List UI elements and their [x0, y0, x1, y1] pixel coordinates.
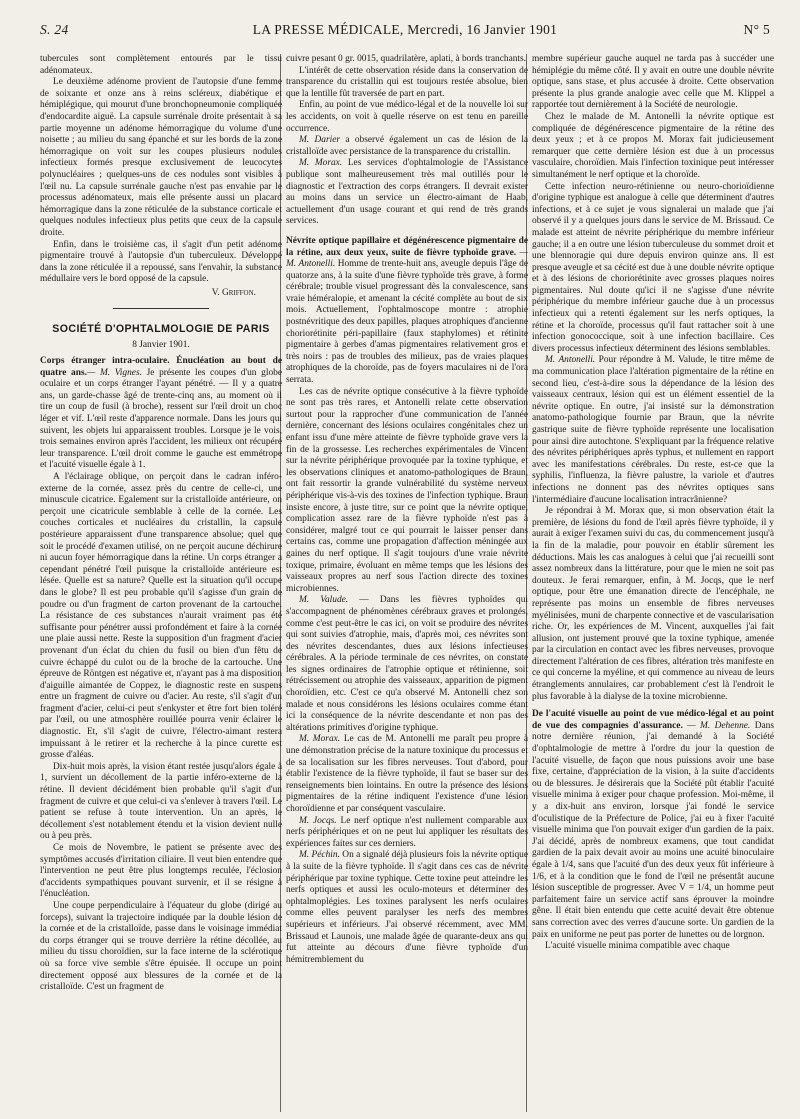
paragraph-text: Le cas de M. Antonelli me paraît peu propre à une démonstration précise de la nature toxinique du processus et de sa localisation sur les fibres nerveuses. Tout d'abord, pour établir l'existence de la fièvre typhoïde, il faut se baser sur des renseignements bien lointains. En outre la présence des lésions pigmentaires de la rétine indiquent l'existence d'une lésion choroïdienne et par conséquent vasculaire. — [286, 734, 528, 814]
paragraph: Chez le malade de M. Antonelli la névrite optique est compliquée de dégénérescence pigmentaire de la rétine des deux yeux ; et à ce propos M. Morax fait judicieusement remarquer que cette dernière lésion est due à un processus vasculaire, choroïdien. Mais l'infection toxinique peut intéresser simultanément le nerf optique et la choroïde. — [532, 111, 774, 180]
column-2 — [286, 54, 528, 1114]
paragraph-text: Les services d'ophtalmologie de l'Assistance publique sont malheureusement très mal outillés pour le diagnostic et l'extraction des corps étrangers. Il devrait exister au moins dans un service un électro-aimant de Haab, actuellement d'un usage courant et qui rend de très grands services. — [286, 158, 528, 227]
paragraph: L'acuité visuelle minima compatible avec chaque — [545, 941, 730, 952]
paragraph — [286, 595, 528, 734]
speaker: M. Morax. — [299, 734, 341, 745]
paragraph — [286, 135, 528, 158]
paragraph: Les cas de névrite optique consécutive à la fièvre typhoïde ne sont pas très rares, et Antonelli relate cette observation surtout pour la rapprocher d'une communication de l'année dernière, concernant des lésions oculaires congénitales chez un enfant issu d'une mère atteinte de fièvre typhoïde grave vers la fin de la grossesse. Les recherches expérimentales de Vincent sur la névrite périphérique provoquée par la toxine typhique, et les observations cliniques et anatomo-pathologiques de Braun, ont fait ressortir la grande vulnérabilité du système nerveux périphérique vis-à-vis des toxines de l'infection typhique. Braun insiste encore, à juste titre, sur ce point que la névrite optique, complication assez rare de la fièvre typhoïde n'est pas à considérer, malgré tout ce qui pourrait le laisser penser dans certains cas, comme une propagation d'affection méningée aux gaines du nerf optique. Il s'agit toujours d'une vraie névrite toxique, primaire, évoluant en même temps que les lésions des vaisseaux propres au nerf sous l'action directe des toxines microbiennes. — [286, 386, 528, 594]
speaker: M. Péchin. — [299, 850, 340, 861]
paragraph-text: Je présente les coupes d'un globe oculaire et un corps étranger l'ayant pénétré. — Il y a quatre ans, un garde-chasse âgé de trente-cinq ans, au moment où il tire un coup de fusil (à broche), ressent sur l'œil droit un choc léger et vif. L'œil reste d'apparence normale. Dans les jours qui suivent, les objets lui apparaissent troubles. Lorsque je le vois, trois semaines environ après l'accident, les milieux ont récupéré leur transparence. L'œil droit comme le gauche est emmétrope et l'acuité visuelle égale à 1. — [40, 367, 282, 471]
paragraph — [286, 158, 528, 228]
paragraph-text: — Dans les fièvres typhoïdes qui s'accompagnent de phénomènes cérébraux graves et prolongés, comme c'est peut-être le cas ici, on voit se produire des névrites qui sont suivies d'atrophie, mais, d'après moi, ces névrites sont des névrites descendantes, dues aux lésions infectieuses cérébrales. A la période terminale de ces névrites, on constate les signes ordinaires de l'atrophie optique et rétinienne, soit rétrécissement ou atrophie des vaisseaux, apparition de pigment choroïdien, etc. C'est ce qu'a observé M. Antonelli chez son malade et nous considérons les lésions oculaires comme étant ici la conséquence de la névrite descendante et non pas des altérations primitives d'origine typhique. — [286, 595, 528, 733]
paragraph: Cette infection neuro-rétinienne ou neuro-chorioïdienne d'origine typhique est analogue à celle que déterminent d'autres infections, et à ce sujet je vous signalerai un malade que j'ai observé il y a quelques jours dans le service de M. Brissaud. Ce malade est atteint de névrite périphérique du membre inférieur gauche; il a en outre une lésion tuberculeuse du sommet droit et une blennoragie qui dure depuis environ quinze ans. Il est presque aveugle et sa cécité est due à une double névrite optique et à des lésions de choriorétinite avec grosses plaques noires pigmentaires. Nul doute qu'ici il ne s'agisse d'une névrite périphérique du membre inférieur gauche due à un processus infectieux qui a retenti également sur les nerfs optiques, la rétine et la choroïde, processus qu'il faut rattacher soit à une infection gonococcique, soit à une infection bacillaire. Ces divers processus infectieux déterminent des lésions semblables. — [532, 181, 774, 354]
paragraph-text: Pour répondre à M. Valude, le titre même de ma communication place l'altération pigmentaire de la rétine en second lieu, c'est-à-dire sous la dépendance de la lésion des vaisseaux centraux, lésion qui est un élément essentiel de la névrite optique. En outre, j'ai insisté sur la démonstration anatomo-pathologique fournie par Braun, que la névrite gastrique suite de fièvre typhoïde représente une localisation pour ainsi dire autochtone. S'expliquant par la fréquence relative des névrites périphériques après typhus, et nullement en rapport avec les manifestations cérébrales. Du reste, est-ce que la syphilis, l'influenza, la fièvre palustre, la variole et d'autres infections ne donnent pas des névrites optiques sans l'intermédiaire d'aucune localisation intracrânienne? — [532, 355, 774, 505]
paragraph: Enfin, au point de vue médico-légal et de la nouvelle loi sur les accidents, on voit à quelle réserve on est tenu en pareille occurrence. — [286, 100, 528, 134]
separator — [113, 308, 209, 309]
paragraph: L'intérêt de cette observation réside dans la conservation de transparence du cristallin qui est toujours restée absolue, bien que la lentille fût traversée de part en part. — [286, 65, 528, 99]
heading-text: De l'acuité visuelle au point de vue médico-légal et au point de vue des compagnies d'assurance. — [532, 709, 774, 731]
article-heading — [286, 236, 528, 387]
speaker: — M. Antonelli. — [286, 247, 528, 270]
paragraph: tubercules sont complètement entourés par le tissu adénomateux. — [40, 54, 282, 76]
speaker: — M. Dehenne. — [682, 720, 751, 731]
column-3 — [532, 54, 774, 1114]
page-header — [40, 22, 770, 42]
speaker: M. Jocqs. — [299, 815, 337, 826]
paragraph: Je répondrai à M. Morax que, si mon observation était la première, de lésions du fond de l'œil après fièvre typhoïde, il y aurait à exiger l'examen suivi du cas, du commencement jusqu'à la fin de la maladie, pour pouvoir en établir sûrement les déductions. Mais les cas analogues à celui que j'ai recueilli sont assez nombreux dans la littérature, pour que le mien ne soit pas douteux. Je ferai remarquer, enfin, à M. Jocqs, que le nerf optique, pour être une émanation directe de l'encéphale, ne représente pas moins un ensemble de fibres nerveuses myélinisées, muni de charpente connective et de vascularisation riche. Or, les expériences de M. Vincent, auxquelles j'ai fait allusion, ont justement prouvé que la toxine typhique, amenée par la circulation en contact avec les fibres nerveuses, provoque directement l'altération de ces fibres, altération très manifeste en ce qui concerne la myéline, et qui commence au niveau de leurs étranglements annulaires, car probablement c'est là l'endroit le plus favorable à la dialyse de la toxine microbienne. — [532, 506, 774, 702]
paragraph: Une coupe perpendiculaire à l'équateur du globe (dirigé au forceps), suivant la trajectoire indiquée par la double lésion de la cornée et de la cristalloïde, passe dans le voisinage immédiat du corps étranger qui se trouve derrière la rétine décollée, au milieu du tissu choroïdien, sur la face interne de la sclérotique où sa force vive semble s'être épuisée. Il occupe un point directement opposé aux blessures de la cornée et de la cristalloïde. C'est un fragment de — [40, 900, 282, 993]
heading-text: Corps étranger intra-oculaire. Énucléation au bout de quatre ans. — [40, 356, 282, 378]
speaker: M. Darier — [299, 135, 341, 146]
heading-text: Névrite optique papillaire et dégénérescence pigmentaire de la rétine, aux deux yeux, suite de fièvre typhoïde grave. — [286, 235, 528, 258]
paragraph: Dix-huit mois après, la vision étant restée jusqu'alors égale à 1, survient un décollement de la partie inféro-externe de la rétine. Il devient décidément bien probable qu'il s'agit d'un fragment de cuivre et que celui-ci va s'enlever à travers l'œil. Le patient se refuse à toute intervention. Un an après, le décollement s'est notablement étendu et la vision devient nulle ou à peu près. — [40, 761, 282, 842]
paragraph-text: Homme de trente-huit ans, aveugle depuis l'âge de quatorze ans, à la suite d'une fièvre typhoïde très grave, à forme cérébrale; trouble visuel progressant dès la convalescence, sans vraie héméralopie, et amenant la cécité complète au bout de six mois. Actuellement, l'ophtalmoscope montre : atrophie postnévritique des deux papilles, plaques atrophiques d'ancienne choriorétinite péri-papillaire (faux staphylomes) et rétinite pigmentaire à gerbes d'amas pigmentaires relativement gros et très noirs : pas de troubles des milieux, pas de vraies plaques atrophiques de la choroïde, pas de foyers maculaires ni de l'ora serrata. — [286, 259, 528, 386]
paragraph: membre supérieur gauche auquel ne tarda pas à succéder une hémiplégie du même côté. Il y avait en outre une double névrite optique, sans stase, et plus accusée à droite. Cette observation présente la plus grande analogie avec celle que M. Klippel a rapportée tout dernièrement à la Société de neurologie. — [532, 54, 774, 111]
paragraph-text: a observé également un cas de lésion de la cristalloïde avec persistance de la transparence du cristallin. — [286, 135, 528, 157]
paragraph — [286, 734, 528, 815]
speaker: — M. Vignes. — [86, 367, 142, 378]
paragraph: Enfin, dans le troisième cas, il s'agit d'un petit adénome pigmentaire trouvé à l'autopsie d'un tuberculeux. Développé dans la zone réticulée il a repoussé, sans l'envahir, la substance médullaire vers le bord opposé de la capsule. — [40, 239, 282, 285]
paragraph-text: On a signalé déjà plusieurs fois la névrite optique à la suite de la fièvre typhoïde. Il s'agit dans ces cas de névrite périphérique par toxine typhique. Cette toxine peut atteindre les nerfs optiques et aussi les oculo-moteurs et déterminer des ophtalmoplégies. Les toxines paralysent les nerfs oculaires comme elles peuvent paralyser les nerfs des membres supérieurs et inférieurs. J'ai observé récemment, avec MM. Brissaud et Launois, une malade âgée de quarante-deux ans qui fut atteinte au décours d'une fièvre typhoïde d'un hémitremblement du — [286, 850, 528, 965]
paragraph: Le deuxième adénome provient de l'autopsie d'une femme de soixante et onze ans à reins scléreux, diabétique et hémiplégique, qui mourut d'une bronchopneumonie compliquée d'endocardite aiguë. La capsule surrénale droite présentait à sa partie moyenne un adénome hémorragique du volume d'une noisette ; au milieu du sang épanché et sur les bords de la zone hémorragique on voit sur les coupes plusieurs nodules infectieux formés presque exclusivement de leucocytes polynucléaires ; quelques-uns de ces nodules sont visibles à l'œil nu. La capsule surrénale gauche n'est pas envahie par le processus adénomateux, mais elle présente aussi un placard hémorragique dans la zone réticulée de la substance corticale et quelques nodules infectieux plus petits que ceux de la capsule droite. — [40, 77, 282, 238]
author-signature: V. Griffon. — [211, 287, 256, 298]
speaker: M. Morax. — [299, 158, 343, 169]
section-title: SOCIÉTÉ D'OPHTALMOLOGIE DE PARIS — [52, 323, 270, 336]
speaker: M. Valude. — [299, 595, 349, 606]
page-folio: S. 24 — [40, 22, 69, 37]
issue-number: N° 5 — [743, 22, 770, 37]
speaker: M. Antonelli. — [545, 355, 596, 366]
article-heading — [532, 709, 774, 941]
paragraph: A l'éclairage oblique, on perçoit dans le cadran inféro-externe de la cornée, assez près du centre de celle-ci, une minuscule cicatrice. Egalement sur la cristalloïde antérieure, on perçoit une cicatricule semblable à celle de la cornée. Les couches corticales et nucléaires du cristallin, la capsule postérieure apparaissent d'une transparence absolue; quel que soit le procédé d'examen utilisé, on ne perçoit aucune déchirure ni aucun foyer hémorragique dans la rétine. Un corps étranger a cependant pénétré l'œil puisque la cristalloïde antérieure est lésée. Quelle est sa nature? Quelle est la situation qu'il occupe dans le globe? Il est peu probable qu'il s'agisse d'un grain de poudre ou d'un fragment de carton provenant de la cartouche. La résistance de ces substances n'aurait vraiment pas été suffisante pour pénétrer aussi profondément et faire à la cornée une plaie aussi nette. Reste la supposition d'un fragment d'acier provenant d'un éclat du chien du fusil ou bien d'un fêtu de cuivre échappé du culot ou de la broche de la cartouche. Une épreuve de Röntgen est négative et, n'ayant pas à ma disposition d'aiguille aimantée de Coppez, le diagnostic reste en suspens entre un fragment de cuivre ou d'acier. Au reste, s'il s'agit d'un fragment d'acier, celui-ci peut s'enkyster et être fort bien toléré par l'œil, ou une atmosphère rouillée pourra venir éclairer le diagnostic. Et, s'il s'agit de cuivre, l'électro-aimant restera impuissant à le retirer et la recherche à la pince curette est grosse d'aléas. — [40, 472, 282, 761]
article-heading — [40, 356, 282, 472]
paragraph-text: Dans notre dernière réunion, j'ai demandé à la Société d'ophtalmologie de mettre à l'ordre du jour la question de l'acuité visuelle, de façon que nous puissions avoir une base fixe, certaine, d'appréciation de la vision, à la suite d'accidents ou de blessures. Je désirerais que la Société pût établir l'acuité visuelle minima à exiger pour chaque profession. Moi-même, il y a dix-huit ans environ, lorsque j'ai fondé le service d'oculistique de la Préfecture de Police, j'ai eu à fixer l'acuité visuelle minima que l'on pouvait exiger d'un gardien de la paix. J'ai décidé, après de nombreux examens, que tout candidat gardien de la paix devait avoir au moins une acuité binoculaire égale à 1/4, sans que l'acuité d'un des deux yeux fût inférieure à 1/6, et à la condition que le fond de l'œil ne présentât aucune lésion susceptible de progresser. Avec V = 1/4, un homme peut parfaitement faire un service actif sans éprouver la moindre gêne. Il était bien entendu que cette acuité devait être obtenue sans correction avec des verres d'aucune sorte. Un gardien de la paix en uniforme ne peut pas porter de lunettes ou de lorgnon. — [532, 720, 774, 940]
paragraph — [532, 355, 774, 506]
section-date: 8 Janvier 1901. — [132, 340, 190, 351]
paragraph: Ce mois de Novembre, le patient se présente avec des symptômes accusés d'irritation ciliaire. Il veut bien entendre que l'intervention ne peut être plus longtemps reculée, l'éclosion d'accidents sympathiques pouvant survenir, et il se résigne à l'énucléation. — [40, 843, 282, 900]
paragraph — [286, 816, 528, 851]
journal-title: LA PRESSE MÉDICALE, Mercredi, 16 Janvier 1901 — [252, 22, 558, 37]
column-1 — [40, 54, 282, 1114]
paragraph: cuivre pesant 0 gr. 0015, quadrilatère, aplati, à bords tranchants. — [286, 54, 527, 64]
paragraph-text: Le nerf optique n'est nullement comparable aux nerfs périphériques et on ne peut lui appliquer les résultats des expériences faites sur ces derniers. — [286, 815, 528, 849]
paragraph — [286, 850, 528, 966]
